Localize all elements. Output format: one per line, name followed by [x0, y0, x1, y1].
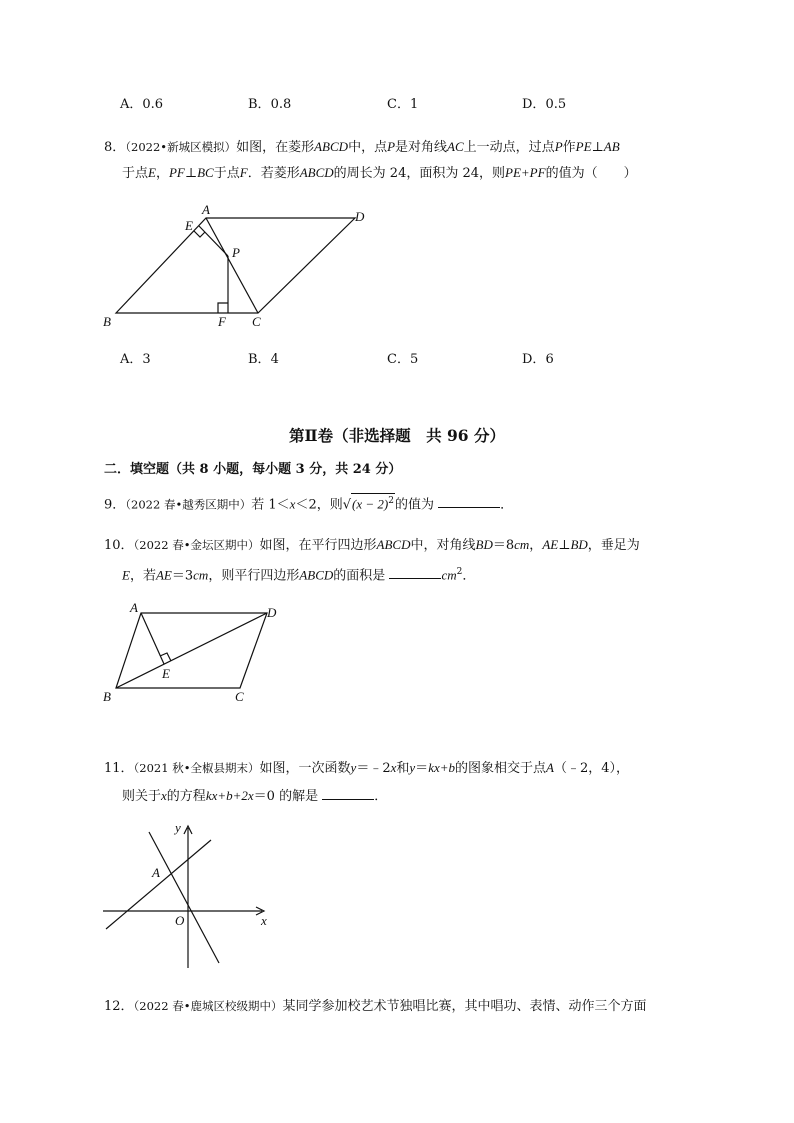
label-e: E — [185, 218, 193, 233]
q7-option-c: C．1 — [387, 97, 419, 112]
line-y-neg2x — [149, 832, 219, 963]
q10-answer-blank[interactable] — [389, 564, 441, 579]
q8-question-line2: 于点E，PF⊥BC于点F．若菱形ABCD的周长为 24，面积为 24，则PE+PF的值为（ ） — [122, 165, 637, 181]
q8-option-d: D．6 — [522, 352, 554, 367]
label-f: F — [218, 314, 226, 329]
label-p: P — [232, 245, 240, 260]
right-angle-f — [218, 303, 228, 313]
q10-label-c: C — [235, 689, 244, 704]
q11-label-x: x — [261, 913, 267, 928]
diagonal-ac — [206, 218, 258, 313]
q10-label-a: A — [130, 600, 138, 615]
line-kx-plus-b — [106, 840, 211, 929]
sqrt-sign: √ — [342, 497, 352, 513]
label-b: B — [103, 314, 111, 329]
section-title: 第Ⅱ卷（非选择题 共 96 分） — [289, 426, 505, 445]
q8-option-a: A．3 — [120, 352, 151, 367]
q10-label-b: B — [103, 689, 111, 704]
q7-option-a: A．0.6 — [120, 97, 164, 112]
q10-label-d: D — [267, 605, 277, 620]
q8-option-c: C．5 — [387, 352, 419, 367]
label-d: D — [355, 209, 365, 224]
q9-question: 9．（2022 春•越秀区期中）若 1＜x＜2，则$√(x - 2)^2$的值为 ． — [104, 493, 513, 515]
q10-label-e: E — [162, 666, 170, 681]
q11-question-line1: 11．（2021 秋•全椒县期末）如图，一次函数y＝﹣2x和y＝kx+b的图象相交于点A（﹣2，4）， — [104, 760, 630, 776]
q8-question-line1: 8．（2022•新城区模拟）如图，在菱形ABCD中，点P是对角线AC上一动点，过点P作PE⊥AB — [104, 139, 620, 155]
q11-question-line2: 则关于x的方程kx+b+2x＝0 的解是 ． — [122, 785, 387, 807]
q7-option-b: B．0.8 — [248, 97, 292, 112]
q11-label-y: y — [175, 820, 181, 835]
label-a: A — [202, 202, 210, 217]
right-angle-e — [194, 231, 205, 237]
q12-question: 12．（2022 春•鹿城区校级期中）某同学参加校艺术节独唱比赛，其中唱功、表情、动作三个方面 — [104, 999, 647, 1014]
q8-option-b: B．4 — [248, 352, 279, 367]
q11-label-o: O — [175, 913, 185, 928]
q10-question-line2: E，若AE＝3cm，则平行四边形ABCD的面积是 $cm^2$． — [122, 562, 475, 586]
section-subtitle: 二．填空题（共 8 小题，每小题 3 分，共 24 分） — [104, 462, 402, 477]
q10-question-line1: 10．（2022 春•金坛区期中）如图，在平行四边形ABCD中，对角线BD＝8cm，AE⊥BD，垂足为 — [104, 537, 640, 553]
q9-answer-blank[interactable] — [438, 493, 500, 508]
label-c: C — [252, 314, 261, 329]
q11-answer-blank[interactable] — [322, 785, 374, 800]
q7-option-d: D．0.5 — [522, 97, 567, 112]
rhombus-abcd — [116, 218, 355, 313]
q11-label-a: A — [152, 865, 160, 880]
